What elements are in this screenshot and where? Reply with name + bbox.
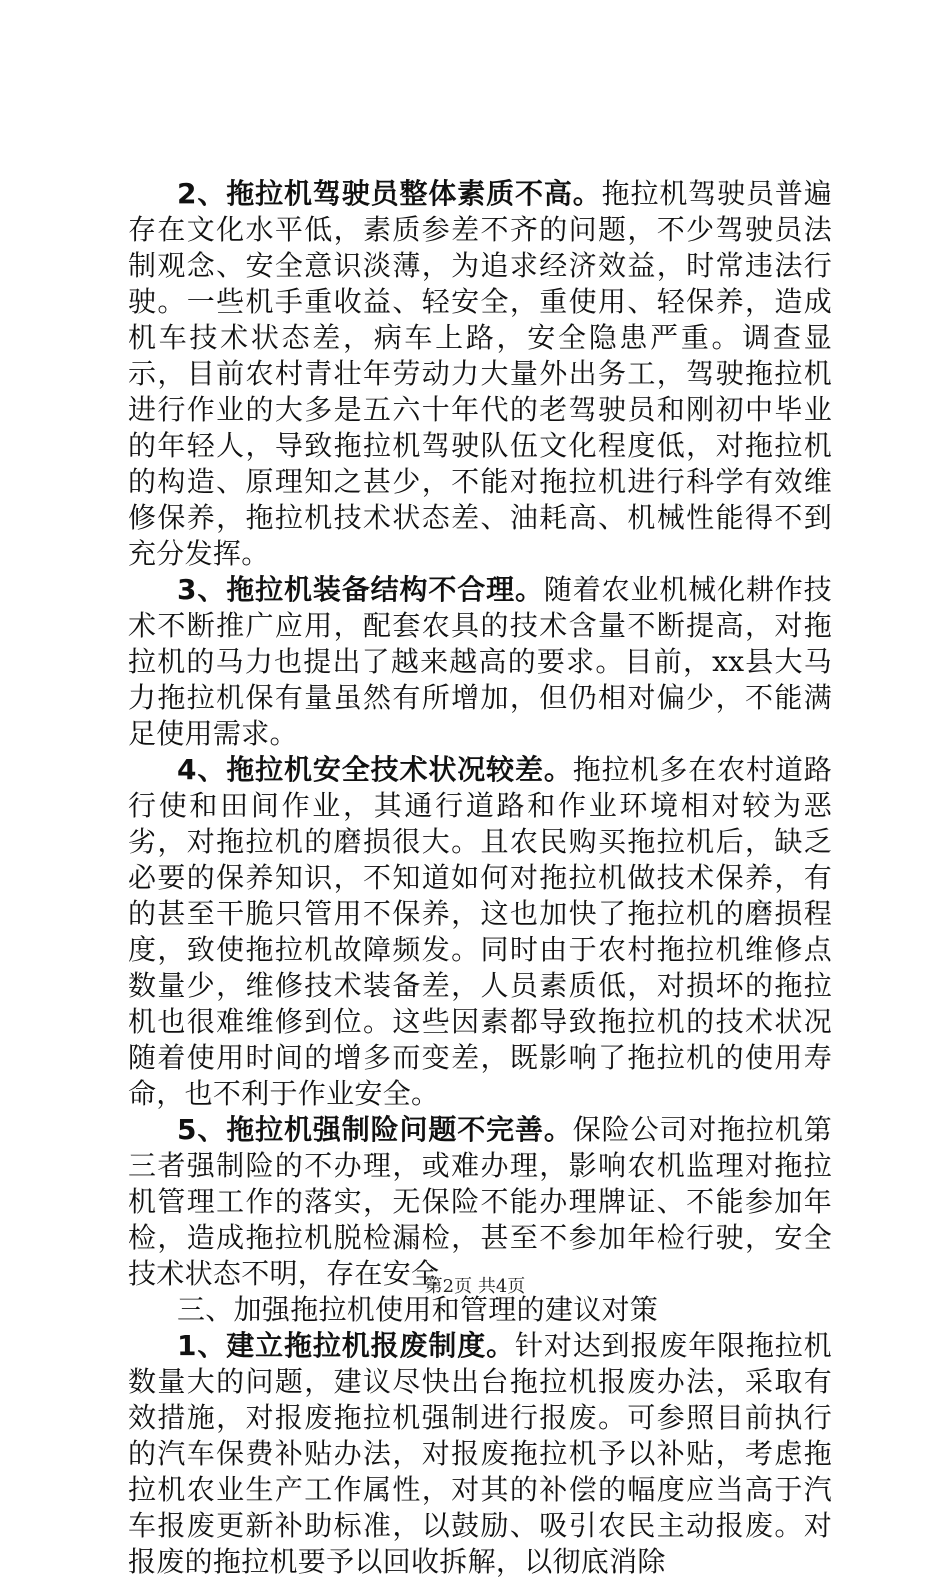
paragraph-heading: 2、拖拉机驾驶员整体素质不高。: [177, 177, 602, 210]
paragraph-heading: 4、拖拉机安全技术状况较差。: [177, 753, 573, 786]
paragraph-body: 拖拉机驾驶员普遍存在文化水平低，素质参差不齐的问题，不少驾驶员法制观念、安全意识淡薄，为追求经济效益，时常违法行驶。一些机手重收益、轻安全，重使用、轻保养，造成机车技术状态差，病车上路，安全隐患严重。调查显示，目前农村青壮年劳动力大量外出务工，驾驶拖拉机进行作业的大多是五六十年代的老驾驶员和刚初中毕业的年轻人，导致拖拉机驾驶队伍文化程度低，对拖拉机的构造、原理知之甚少，不能对拖拉机进行科学有效维修保养，拖拉机技术状态差、油耗高、机械性能得不到充分发挥。: [128, 177, 833, 570]
paragraph-heading: 1、建立拖拉机报废制度。: [177, 1329, 515, 1362]
paragraph-equipment-structure: [128, 572, 832, 752]
paragraph-body: 随着农业机械化耕作技术不断推广应用，配套农具的技术含量不断提高，对拖拉机的马力也提出了越来越高的要求。目前，xx县大马力拖拉机保有量虽然有所增加，但仍相对偏少，不能满足使用需求。: [128, 573, 832, 750]
page-number-label: 第2页 共4页: [424, 1276, 526, 1297]
section-title: 三、加强拖拉机使用和管理的建议对策: [177, 1293, 659, 1326]
paragraph-body: 针对达到报废年限拖拉机数量大的问题，建议尽快出台拖拉机报废办法，采取有效措施，对报废拖拉机强制进行报废。可参照目前执行的汽车保费补贴办法，对报废拖拉机予以补贴，考虑拖拉机农业生产工作属性，对其的补偿的幅度应当高于汽车报废更新补助标准，以鼓励、吸引农民主动报废。对报废的拖拉机要予以回收拆解，以彻底消除: [128, 1329, 832, 1578]
paragraph-body: 保险公司对拖拉机第三者强制险的不办理，或难办理，影响农机监理对拖拉机管理工作的落实，无保险不能办理牌证、不能参加年检，造成拖拉机脱检漏检，甚至不参加年检行驶，安全技术状态不明，存在安全: [128, 1113, 833, 1290]
paragraph-safety-condition: [128, 752, 832, 1112]
paragraph-driver-quality: [128, 176, 832, 572]
paragraph-body: 拖拉机多在农村道路行使和田间作业，其通行道路和作业环境相对较为恶劣，对拖拉机的磨损很大。且农民购买拖拉机后，缺乏必要的保养知识，不知道如何对拖拉机做技术保养，有的甚至干脆只管用不保养，这也加快了拖拉机的磨损程度，致使拖拉机故障频发。同时由于农村拖拉机维修点数量少，维修技术装备差，人员素质低，对损坏的拖拉机也很难维修到位。这些因素都导致拖拉机的技术状况随着使用时间的增多而变差，既影响了拖拉机的使用寿命，也不利于作业安全。: [128, 753, 833, 1110]
page-footer: [0, 1272, 950, 1298]
document-page: [128, 176, 832, 1580]
paragraph-heading: 3、拖拉机装备结构不合理。: [177, 573, 544, 606]
paragraph-heading: 5、拖拉机强制险问题不完善。: [177, 1113, 573, 1146]
paragraph-compulsory-insurance: [128, 1112, 832, 1292]
paragraph-scrapping-system: [128, 1328, 832, 1580]
